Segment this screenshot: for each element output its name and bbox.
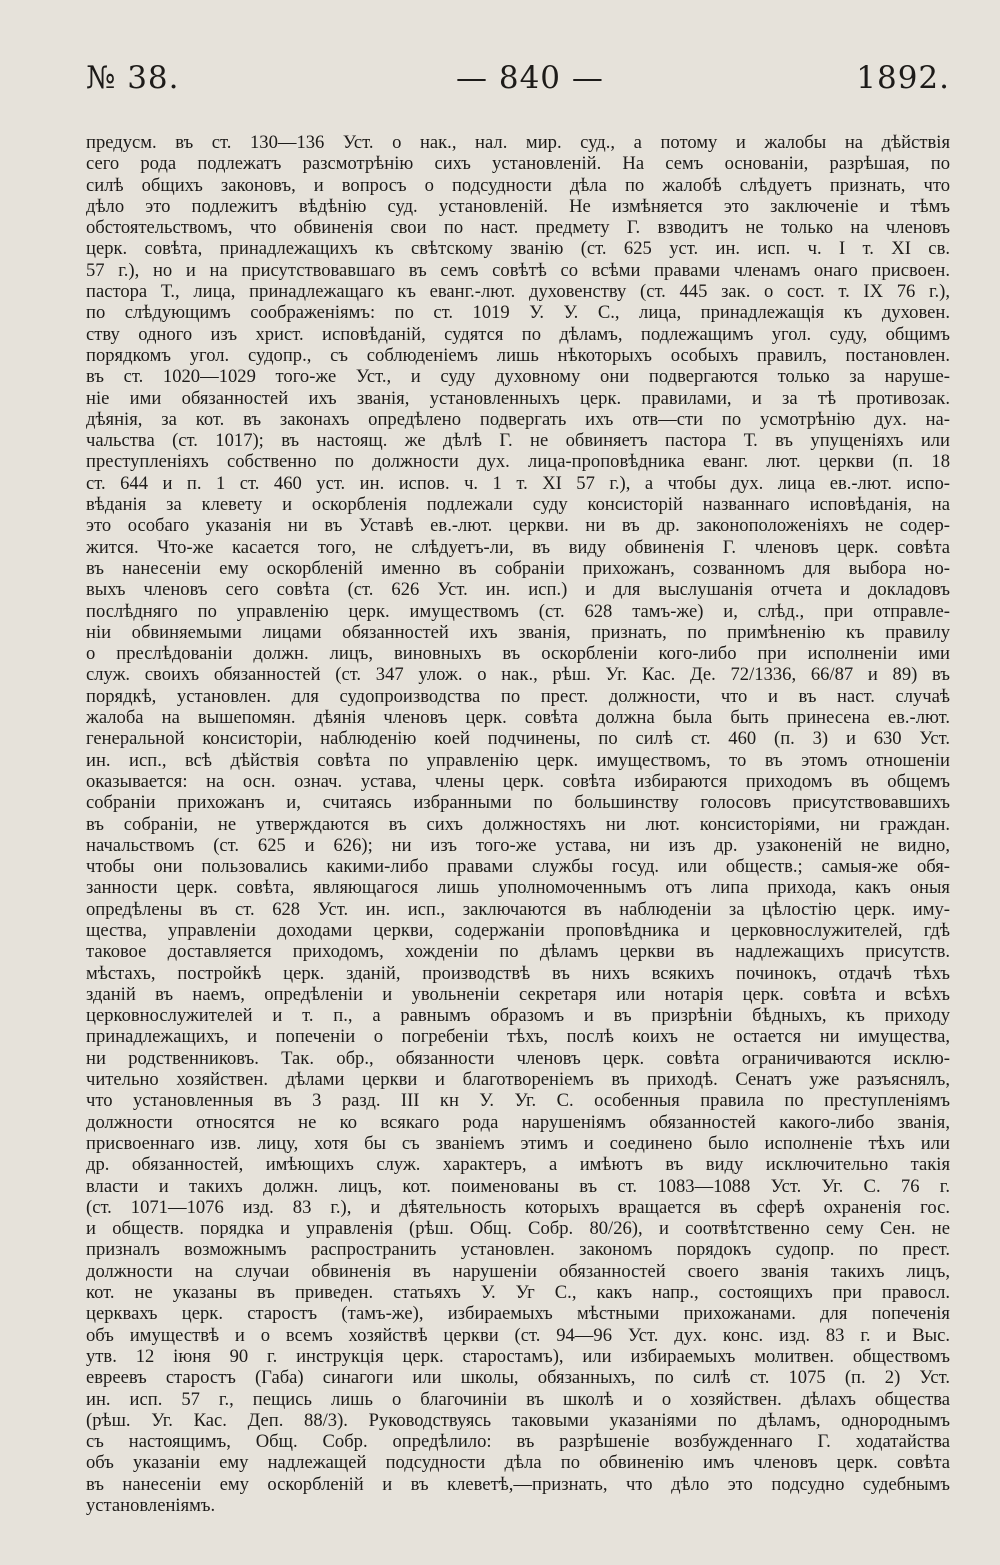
text-line: опредѣлены въ ст. 628 Уст. ин. исп., заключаются въ наблюденіи за цѣлостію церк. иму-	[86, 898, 950, 920]
text-line: чальства (ст. 1017); въ настоящ. же дѣлѣ Г. не обвиняетъ пастора Т. въ упущеніяхъ или	[86, 430, 950, 452]
text-line: съ настоящимъ, Общ. Собр. опредѣлило: въ разрѣшеніе возбужденнаго Г. ходатайства	[86, 1431, 950, 1453]
text-line: призналъ возможнымъ распространить установлен. закономъ порядокъ судопр. по прест.	[86, 1239, 950, 1261]
text-line: собраніи прихожанъ и, считаясь избранными по большинству голосовъ присутствовавшихъ	[86, 792, 950, 814]
text-line: таковое доставляется приходомъ, хожденіи по дѣламъ церкви въ надлежащихъ присутств.	[86, 941, 950, 963]
text-line: и обществ. порядка и управленія (рѣш. Общ. Собр. 80/26), и соотвѣтственно сему Сен. не	[86, 1218, 950, 1240]
text-line: въ ст. 1020—1029 того-же Уст., и суду духовному они подвергаются только за наруше-	[86, 366, 950, 388]
text-line: порядкѣ, установлен. для судопроизводства по прест. должности, что и въ наст. случаѣ	[86, 685, 950, 707]
text-line: по слѣдующимъ соображеніямъ: по ст. 1019 У. У. С., лица, принадлежащія къ духовен.	[86, 302, 950, 324]
text-line: въ собраніи, не утверждаются въ сихъ должностяхъ ни лют. консисторіями, ни граждан.	[86, 813, 950, 835]
text-line: генеральной консисторіи, наблюденію коей подчинены, по силѣ ст. 460 (п. 3) и 630 Уст.	[86, 728, 950, 750]
text-line: должности относятся не ко всякаго рода нарушеніямъ обязанностей какого-либо званія,	[86, 1111, 950, 1133]
text-line: 57 г.), но и на присутствовавшаго въ семъ совѣтѣ со всѣми правами членамъ онаго присвоен.	[86, 259, 950, 281]
text-line: утв. 12 іюня 90 г. инструкція церк. старостамъ), или избираемыхъ молитвен. обществомъ	[86, 1345, 950, 1367]
text-line: евреевъ старостъ (Габа) синагоги или школы, обязанныхъ, по силѣ ст. 1075 (п. 2) Уст.	[86, 1367, 950, 1389]
text-line: ніи обвиняемыми лицами обязанностей ихъ званія, признать, по примѣненію къ правилу	[86, 621, 950, 643]
text-line: чительно хозяйствен. дѣлами церкви и благотвореніемъ въ приходѣ. Сенатъ уже разъяснялъ,	[86, 1069, 950, 1091]
text-line: мѣстахъ, постройкѣ церк. зданій, производствѣ въ нихъ всякихъ починокъ, отдачѣ тѣхъ	[86, 962, 950, 984]
text-line: (рѣш. Уг. Кас. Деп. 88/3). Руководствуясь таковыми указаніями по дѣламъ, однороднымъ	[86, 1409, 950, 1431]
text-line: дѣянія, за кот. въ законахъ опредѣлено подвергать ихъ отв—сти по усмотрѣнію дух. на-	[86, 408, 950, 430]
text-line: порядкомъ угол. судопр., съ соблюденіемъ лишь нѣкоторыхъ особыхъ правилъ, постановлен.	[86, 344, 950, 366]
text-line: присвоеннаго изв. лицу, хотя бы съ званіемъ этимъ и соединено было исполненіе тѣхъ или	[86, 1132, 950, 1154]
text-line: что установленныя въ 3 разд. III кн У. Уг. С. особенныя правила по преступленіямъ	[86, 1090, 950, 1112]
text-line: занности церк. совѣта, являющагося лишь уполномоченнымъ отъ липа прихода, какъ оныя	[86, 877, 950, 899]
text-line: жалоба на вышепомян. дѣянія членовъ церк. совѣта должна была быть принесена ев.-лют.	[86, 707, 950, 729]
page-header	[86, 60, 950, 108]
text-line: оказывается: на осн. означ. устава, члены церк. совѣта избираются приходомъ въ общемъ	[86, 770, 950, 792]
text-line: выхъ членовъ сего совѣта (ст. 626 Уст. ин. исп.) и для выслушанія отчета и докладовъ	[86, 579, 950, 601]
text-line: церк. совѣта, принадлежащихъ къ свѣтскому званію (ст. 625 уст. ин. исп. ч. I т. XI св.	[86, 238, 950, 260]
text-line: служ. своихъ обязанностей (ст. 347 улож. о нак., рѣш. Уг. Кас. Де. 72/1336, 66/87 и 89) въ	[86, 664, 950, 686]
text-line: объ указаніи ему надлежащей подсудности дѣла по обвиненію имъ членовъ церк. совѣта	[86, 1452, 950, 1474]
text-line: щества, управленіи доходами церкви, содержаніи проповѣдника и церковнослужителей, гдѣ	[86, 919, 950, 941]
text-line: въ нанесеніи ему оскорбленій и въ клеветѣ,—признать, что дѣло это подсудно судебнымъ	[86, 1473, 950, 1495]
text-line: начальствомъ (ст. 625 и 626); ни изъ того-же устава, ни изъ др. узаконеній не видно,	[86, 834, 950, 856]
issue-number: № 38.	[86, 60, 180, 96]
text-line: др. обязанностей, имѣющихъ служ. характеръ, а имѣютъ въ виду исключительно такія	[86, 1154, 950, 1176]
text-line: о преслѣдованіи должн. лицъ, виновныхъ въ оскорбленіи кого-либо при исполненіи ими	[86, 643, 950, 665]
text-line: преступленіяхъ собственно по должности дух. лица-проповѣдника еванг. лют. церкви (п. 18	[86, 451, 950, 473]
text-line: чтобы они пользовались какими-либо правами службы госуд. или обществ.; самыя-же обя-	[86, 856, 950, 878]
text-line: установленіямъ.	[86, 1495, 216, 1516]
text-line: предусм. въ ст. 130—136 Уст. о нак., нал. мир. суд., а потому и жалобы на дѣйствія	[86, 132, 950, 153]
text-line: церквахъ церк. старостъ (тамъ-же), избираемыхъ мѣстными прихожанами. для попеченія	[86, 1303, 950, 1325]
text-line: обстоятельствомъ, что обвиненія свои по наст. предмету Г. взводитъ не только на членовъ	[86, 217, 950, 239]
text-line: сего рода подлежатъ разсмотрѣнію сихъ установленій. На семъ основаніи, разрѣшая, по	[86, 153, 950, 175]
text-line: должности на случаи обвиненія въ нарушеніи обязанностей своего званія такихъ лицъ,	[86, 1260, 950, 1282]
text-line: жится. Что-же касается того, не слѣдуетъ-ли, въ виду обвиненія Г. членовъ церк. совѣта	[86, 536, 950, 558]
text-line: объ имуществѣ и о всемъ хозяйствѣ церкви (ст. 94—96 Уст. дух. конс. изд. 83 г. и Выс.	[86, 1324, 950, 1346]
text-line: вѣданія за клевету и оскорбленія подлежали суду консисторій названнаго исповѣданія, на	[86, 494, 950, 516]
text-line: ст. 644 и п. 1 ст. 460 уст. ин. испов. ч. 1 т. XI 57 г.), а чтобы дух. лица ев.-лют. испо-	[86, 472, 950, 494]
text-line: силѣ общихъ законовъ, и вопросъ о подсудности дѣла по жалобѣ слѣдуетъ признать, что	[86, 174, 950, 196]
text-line: послѣдняго по управленію церк. имуществомъ (ст. 628 тамъ-же) и, слѣд., при отправле-	[86, 600, 950, 622]
text-line: въ нанесеніи ему оскорбленій именно въ собраніи прихожанъ, созванномъ для выбора но-	[86, 557, 950, 579]
text-line: ству одного изъ христ. исповѣданій, судятся по дѣламъ, подлежащимъ угол. суду, общимъ	[86, 323, 950, 345]
year: 1892.	[856, 60, 950, 96]
text-line: ніе ими обязанностей ихъ званія, установленныхъ церк. правилами, и за тѣ противозак.	[86, 387, 950, 409]
text-line: зданій въ наемъ, опредѣленіи и увольненіи секретаря или нотарія церк. совѣта и всѣхъ	[86, 983, 950, 1005]
text-line: принадлежащихъ, и попеченіи о погребеніи тѣхъ, послѣ коихъ не остается ни имущества,	[86, 1026, 950, 1048]
text-line: власти и такихъ должн. лицъ, кот. поименованы въ ст. 1083—1088 Уст. Уг. С. 76 г.	[86, 1175, 950, 1197]
text-line: дѣло это подлежитъ вѣдѣнію суд. установленій. Не измѣняется это заключеніе и тѣмъ	[86, 195, 950, 217]
text-line: ин. исп., всѣ дѣйствія совѣта по управленію церк. имуществомъ, то въ этомъ отношеніи	[86, 749, 950, 771]
text-line: пастора Т., лица, принадлежащаго къ еванг.-лют. духовенству (ст. 445 зак. о сост. т. IX 76 г.),	[86, 281, 950, 303]
text-line: церковнослужителей и т. п., а равнымъ образомъ и въ призрѣніи бѣдныхъ, къ приходу	[86, 1005, 950, 1027]
body-text	[86, 132, 950, 1516]
text-line: это особаго указанія ни въ Уставѣ ев.-лют. церкви. ни въ др. законоположеніяхъ не содер-	[86, 515, 950, 537]
text-line: кот. не указаны въ приведен. статьяхъ У. Уг С., какъ напр., состоящихъ при правосл.	[86, 1282, 950, 1304]
text-line: ни родственниковъ. Так. обр., обязанности членовъ церк. совѣта ограничиваются исклю-	[86, 1047, 950, 1069]
text-line: ин. исп. 57 г., пещись лишь о благочиніи въ школѣ и о хозяйствен. дѣлахъ общества	[86, 1388, 950, 1410]
page-number: — 840 —	[456, 60, 604, 96]
text-line: (ст. 1071—1076 изд. 83 г.), и дѣятельность которыхъ вращается въ сферѣ охраненія гос.	[86, 1196, 950, 1218]
